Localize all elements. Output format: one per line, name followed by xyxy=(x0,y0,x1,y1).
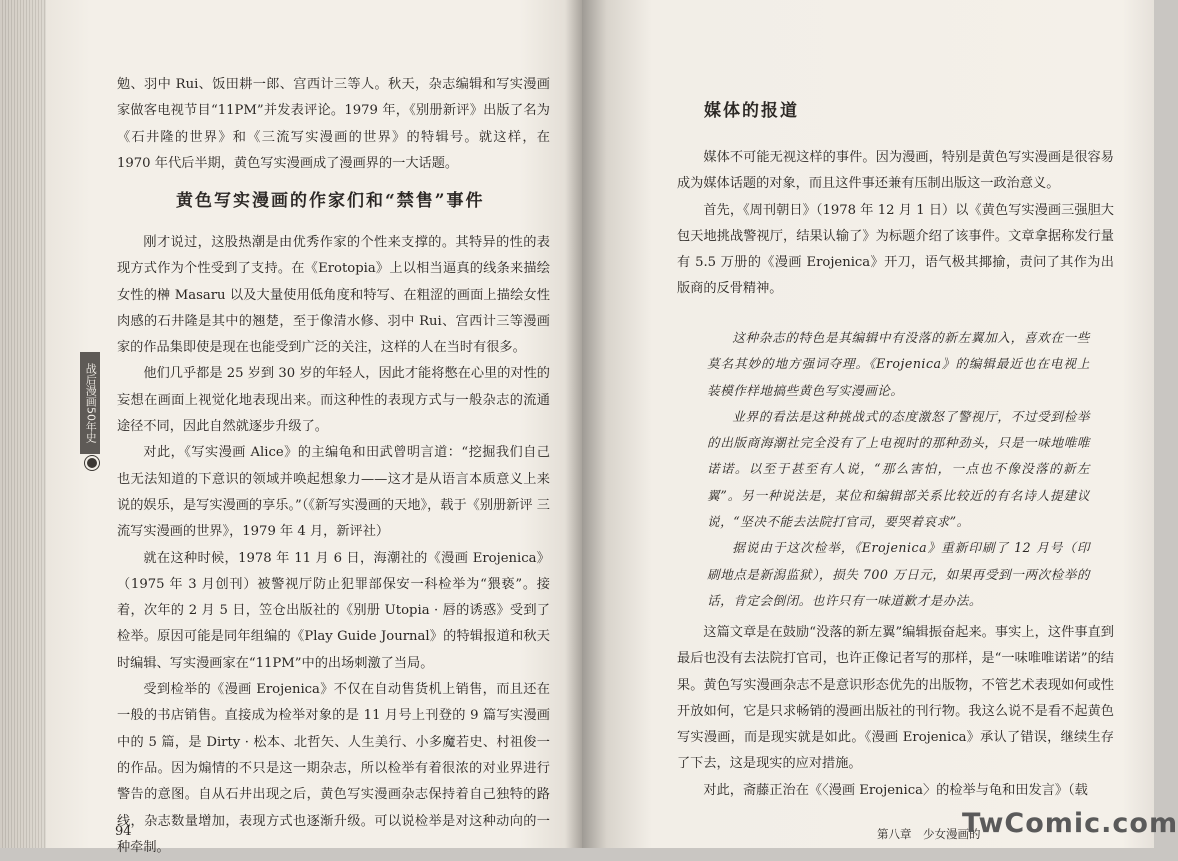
page-edge xyxy=(0,0,46,848)
left-paragraph-4: 就在这种时候，1978 年 11 月 6 日，海潮社的《漫画 Erojenica》（1975 年 3 月创刊）被警视厅防止犯罪部保安一科检举为“猥亵”。接着，次年的 2 月 5 日，笠仓出版社的《别册 Utopia · 唇的诱惑》受到了检举。原因可能是同年组编的《Play Guide Journal》的特辑报道和秋天时编辑、写实漫画家在“11PM”中的出场刺激了当局。 xyxy=(117,550,550,671)
left-paragraph-1: 刚才说过，这股热潮是由优秀作家的个性来支撑的。其特异的性的表现方式作为个性受到了支持。在《Erotopia》上以相当逼真的线条来描绘女性的榊 Masaru 以及大量使用低角度和特写、在粗涩的画面上描绘女性肉感的石井隆是其中的翘楚，至于像清水修、羽中 Rui、宫西计三等漫画家的作品集即使是现在也能受到广泛的关注，这样的人在当时有很多。 xyxy=(117,235,550,356)
quote-paragraph-3: 据说由于这次检举，《Erojenica》重新印刷了 12 月号（印刷地点是新潟监狱），损失 700 万日元，如果再受到一两次检举的话，肯定会倒闭。也许只有一味道歉才是办法。 xyxy=(707,540,1090,608)
right-paragraph-3: 这篇文章是在鼓励“没落的新左翼”编辑振奋起来。事实上，这件事直到最后也没有去法院打官司，也许正像记者写的那样，是“一味唯唯诺诺”的结果。黄色写实漫画杂志不是意识形态优先的出版物，不管艺术表现如何或性开放如何，它是只求畅销的漫画出版社的刊行物。我这么说不是看不起黄色写实漫画，而是现实就是如此。《漫画 Erojenica》承认了错误，继续生存了下去，这是现实的应对措施。 xyxy=(677,625,1114,772)
sidebar-book-title-tab: 战后漫画50年史 xyxy=(80,352,100,454)
left-top-paragraph: 勉、羽中 Rui、饭田耕一郎、宫西计三等人。秋天，杂志编辑和写实漫画家做客电视节目“11PM”并发表评论。1979 年，《别册新评》出版了名为《石井隆的世界》和《三流写实漫画的世界》的特辑号。就这样，在 1970 年代后半期，黄色写实漫画成了漫画界的一大话题。 xyxy=(117,77,550,171)
quote-paragraph-2: 业界的看法是这种挑战式的态度激怒了警视厅，不过受到检举的出版商海潮社完全没有了上电视时的那种劲头，只是一味地唯唯诺诺。以至于甚至有人说，“那么害怕，一点也不像没落的新左翼”。另一种说法是，某位和编辑部关系比较近的有名诗人提建议说，“坚决不能去法院打官司，要哭着哀求”。 xyxy=(707,408,1090,530)
right-section-title: 媒体的报道 xyxy=(704,101,799,121)
left-paragraph-2: 他们几乎都是 25 岁到 30 岁的年轻人，因此才能将憋在心里的对性的妄想在画面上视觉化地表现出来。而这种性的表现方式与一般杂志的流通途径不同，因此自然就逐步升级了。 xyxy=(117,366,550,435)
block-quote xyxy=(707,325,1090,614)
page-number: 94 xyxy=(115,824,132,839)
running-head: 第八章 少女漫画的 xyxy=(877,827,981,841)
right-bottom-text xyxy=(677,620,1114,804)
left-top-text xyxy=(117,72,550,177)
right-paragraph-1: 媒体不可能无视这样的事件。因为漫画，特别是黄色写实漫画是很容易成为媒体话题的对象，而且这件事还兼有压制出版这一政治意义。 xyxy=(677,150,1114,192)
right-top-text xyxy=(677,145,1114,303)
quote-paragraph-1: 这种杂志的特色是其编辑中有没落的新左翼加入，喜欢在一些莫名其妙的地方强词夺理。《Erojenica》的编辑最近也在电视上装模作样地搞些黄色写实漫画论。 xyxy=(707,330,1090,398)
left-page xyxy=(0,0,582,855)
left-section-title: 黄色写实漫画的作家们和“禁售”事件 xyxy=(176,191,485,211)
left-paragraph-3: 对此，《写实漫画 Alice》的主编龟和田武曾明言道：“挖掘我们自己也无法知道的下意识的领域并唤起想象力——这才是从语言本质意义上来说的娱乐，是写实漫画的享乐。”（《新写实漫画的天地》，载于《别册新评 三流写实漫画的世界》，1979 年 4 月，新评社） xyxy=(117,445,550,540)
right-paragraph-2: 首先，《周刊朝日》（1978 年 12 月 1 日）以《黄色写实漫画三强胆大包天地挑战警视厅，结果认输了》为标题介绍了该事件。文章拿据称发行量有 5.5 万册的《漫画 Erojenica》开刀，语气极其揶揄，责问了其作为出版商的反骨精神。 xyxy=(677,202,1114,297)
left-paragraph-5: 受到检举的《漫画 Erojenica》不仅在自动售货机上销售，而且还在一般的书店销售。直接成为检举对象的是 11 月号上刊登的 9 篇写实漫画中的 5 篇，是 Dirty · 松本、北哲矢、人生美行、小多魔若史、村祖俊一的作品。因为煽情的不只是这一期杂志，所以检举有着很浓的对业界进行警告的意图。自从石井出现之后，黄色写实漫画杂志保持着自己独特的路线，杂志数量增加，表现方式也逐渐升级。可以说检举是对这种动向的一种牵制。 xyxy=(117,682,550,855)
bullet-icon xyxy=(85,456,99,470)
left-body-text xyxy=(117,230,550,861)
right-paragraph-4: 对此，斋藤正治在《〈漫画 Erojenica〉的检举与龟和田发言》（载 xyxy=(703,782,1088,798)
watermark: TwComic.com xyxy=(962,808,1178,839)
